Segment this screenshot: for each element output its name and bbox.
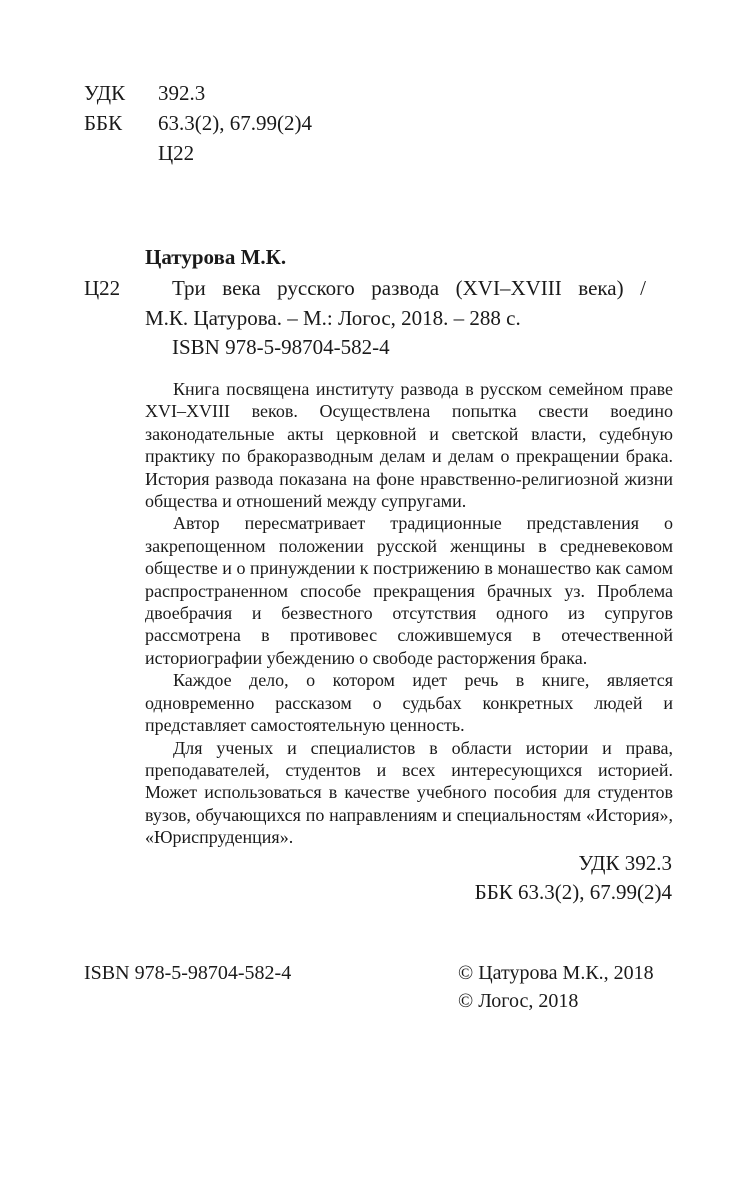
footer-isbn: ISBN 978-5-98704-582-4 — [84, 962, 292, 984]
annotation-paragraph: Каждое дело, о котором идет речь в книге, является одновременно рассказом о судьбах конкретных людей и представляет самостоятельную ценность. — [145, 670, 673, 736]
entry-isbn-line: ISBN 978-5-98704-582-4 — [172, 335, 390, 359]
entry-publication-line: М.К. Цатурова. – М.: Логос, 2018. – 288 с. — [145, 306, 521, 330]
bbk-value: 63.3(2), 67.99(2)4 — [158, 111, 312, 135]
annotation-paragraph: Автор пересматривает традиционные представления о закрепощенном положении русской женщины в средневековом обществе и о принуждении к пострижению в монашество как самом распространенном способе прекращения брачных уз. Проблема двоебрачия и безвестного отсутствия одного из супругов рассмотрена в противовес сложившемуся в отечественной историографии убеждению о свободе расторжения брака. — [145, 513, 673, 668]
annotation-paragraph: Для ученых и специалистов в области истории и права, преподавателей, студентов и всех интересующихся историей. Может использоваться в качестве учебного пособия для студентов вузов, обучающихся по направлениям и специальностям «История», «Юриспруденция». — [145, 737, 673, 848]
bbk-label: ББК — [84, 111, 123, 135]
bbk-row — [84, 110, 312, 136]
udk-label: УДК — [84, 81, 126, 105]
entry-cutter-code: Ц22 — [84, 276, 121, 300]
copyright-publisher: © Логос, 2018 — [458, 990, 579, 1012]
index-bbk: ББК 63.3(2), 67.99(2)4 — [474, 880, 672, 904]
entry-title-line: Три века русского развода (XVI–XVIII века) / — [172, 276, 646, 300]
udk-value: 392.3 — [158, 81, 206, 105]
entry-author: Цатурова М.К. — [145, 245, 287, 269]
annotation — [145, 378, 673, 849]
index-udk: УДК 392.3 — [578, 851, 672, 875]
author-code: Ц22 — [158, 141, 195, 165]
annotation-paragraph: Книга посвящена институту развода в русском семейном праве XVI–XVIII веков. Осуществлена попытка свести воедино законодательные акты церковной и светской власти, судебную практику по бракоразводным делам и делам о прекращении брака. История развода показана на фоне нравственно-религиозной жизни общества и отношений между супругами. — [145, 379, 673, 512]
udk-row — [84, 80, 205, 106]
copyright-author: © Цатурова М.К., 2018 — [458, 962, 654, 984]
